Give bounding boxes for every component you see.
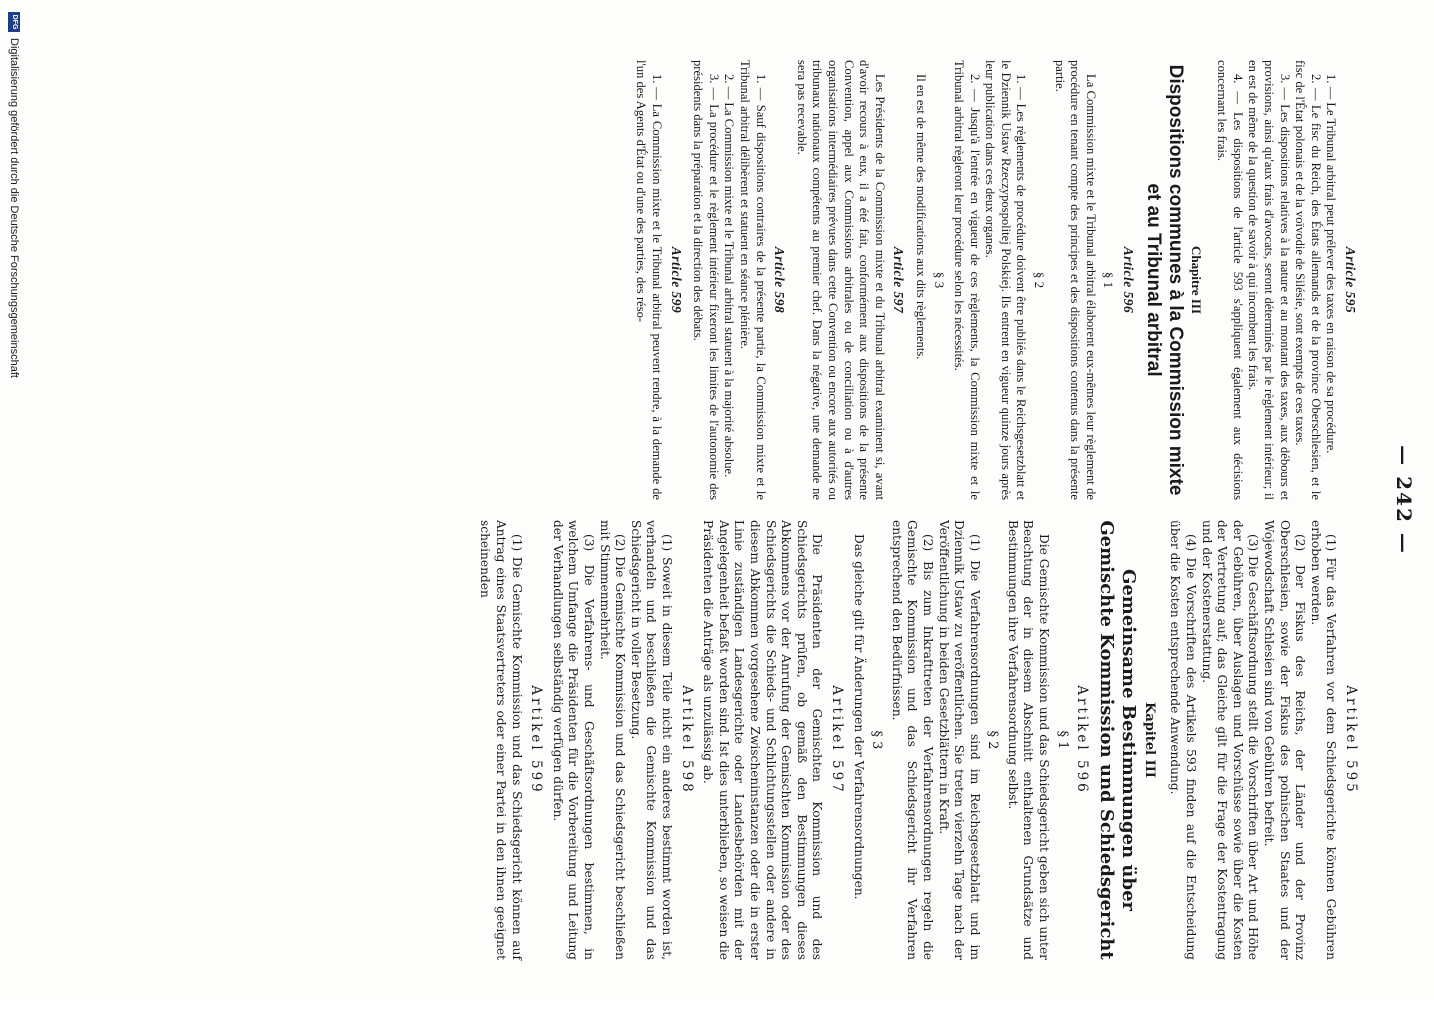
section-mark: § 1 (1054, 730, 1070, 750)
paragraph: 4. — Les dispositions de l'article 593 s'appliquent également aux décisions concernant les frais. (1215, 60, 1245, 500)
article-heading: Artikel 599 (528, 685, 545, 795)
paragraph: 1. — Les règlements de procédure doivent être publiés dans le Reichsgesetzblatt et le Dziennik Ustaw Rzeczypospolitej Polskiej. Ils entrent en vigueur quinze jours après leur publication dans ces deux organes. (983, 60, 1029, 500)
paragraph: (2) Der Fiskus des Reichs, der Länder und der Provinz Oberschlesien, sowie der Fiskus des polnischen Staates und der Wojewodschaft Schlesien sind von Gebühren befreit. (1262, 520, 1308, 960)
paragraph: (1) Für das Verfahren vor dem Schiedsgerichte können Gebühren erhoben werden. (1308, 520, 1339, 960)
footer (8, 0, 20, 1012)
footer-text: Digitalisierung gefördert durch die Deutsche Forschungsgemeinschaft (8, 38, 20, 378)
paragraph: 3. — Les dispositions relatives à la nature et au montant des taxes, aux débours et provisions, ainsi qu'aux frais d'avocats, seront déterminés par le règlement intérieur; il en est de même de la question de savoir à qui incombent les frais. (1246, 60, 1292, 500)
paragraph: 1. — La Commission mixte et le Tribunal arbitral peuvent rendre, à la demande de l'un des Agents d'État ou d'une des parties, des réso- (634, 60, 665, 500)
article-heading: Article 596 (1121, 246, 1137, 314)
paragraph: (1) Die Gemischte Kommission und das Schiedsgericht können auf Antrag eines Staatsvertreters oder einer Partei in den ihnen geeignet scheinenden (478, 520, 524, 960)
article-heading: Article 598 (772, 246, 788, 314)
paragraph: Die Gemischte Kommission und das Schiedsgericht geben sich unter Beachtung der in diesem Abschnitt enthaltenen Grundsätze und Bestimmungen ihre Verfahrensordnung selbst. (1005, 520, 1052, 960)
paragraph: Das gleiche gilt für Änderungen der Verfahrensordnungen. (851, 534, 866, 900)
chapter-title: Gemeinsame Bestimmungen über Gemischte Kommission und Schiedsgericht (1096, 520, 1140, 960)
paragraph: (2) Die Gemischte Kommission und das Schiedsgericht beschließen mit Stimmenmehrheit. (597, 520, 628, 960)
paragraph: (3) Die Geschäftsordnung stellt die Vorschriften über Art und Höhe der Gebühren, über Auslagen und Vorschüsse sowie über die Kosten der Vertretung auf; das Gleiche gilt für die Frage der Kostentragung und der Kostenerstattung. (1199, 520, 1261, 960)
paragraph: La Commission mixte et le Tribunal arbitral élaborent eux-mêmes leur règlement de procédure en tenant compte des principes et des dispositions contenus dans la présente partie. (1052, 60, 1098, 500)
article-heading: Artikel 596 (1074, 685, 1091, 795)
page-number: — 242 — (1392, 445, 1416, 555)
section-mark: § 3 (869, 730, 885, 750)
section-mark: § 3 (931, 271, 947, 289)
article-heading: Article 599 (668, 246, 684, 314)
article-heading: Artikel 597 (828, 685, 845, 795)
paragraph: 1. — Sauf dispositions contraires de la présente partie, la Commission mixte et le Tribunal arbitral délibèrent et statuent en séance plénière. (738, 60, 768, 500)
paragraph: (4) Die Vorschriften des Artikels 593 finden auf die Entscheidung über die Kosten entsprechende Anwendung. (1168, 520, 1199, 960)
german-column (477, 520, 1364, 960)
paragraph: (1) Die Verfahrensordnungen sind im Reichsgesetzblatt und im Dziennik Ustaw zu veröffentlichen. Sie treten vierzehn Tage nach der Veröffentlichung in beiden Gesetzblättern in Kraft. (936, 520, 982, 960)
chapter-title: Dispositions communes à la Commission mixte et au Tribunal arbitral (1143, 64, 1187, 496)
french-column (633, 60, 1364, 500)
paragraph: Les Présidents de la Commission mixte et du Tribunal arbitral examinent si, avant d'avoir recours à eux, il a été fait, conformément aux dispositions de la présente Convention, appel aux Commissions arbitrales ou de conciliation ou à d'autres organisations intermédiaires prévues dans cette Convention ou encore aux autorités ou tribunaux nationaux compétents au premier chef. Dans la négative, une demande ne sera pas recevable. (794, 60, 887, 500)
paragraph: 3. — La procédure et le règlement intérieur fixeront les limites de l'autonomie des présidents dans la préparation et la direction des débats. (691, 60, 721, 500)
section-mark: § 2 (1032, 271, 1048, 289)
article-heading: Artikel 595 (1343, 685, 1359, 795)
paragraph: 2. — Le fisc du Reich, des États allemands et de la province Oberschlesien, et le fisc de l'État polonais et de la voïvodie de Silésie, sont exempts de ces taxes. (1293, 60, 1323, 500)
paragraph: (3) Die Verfahrens- und Geschäftsordnungen bestimmen, in welchem Umfange die Präsidenten für die Vorbereitung und Leitung der Verhandlungen selbständig verfügen dürfen. (550, 520, 597, 960)
article-heading: Article 595 (1343, 246, 1358, 314)
article-heading: Artikel 598 (678, 685, 695, 795)
section-mark: § 1 (1101, 271, 1117, 289)
paragraph: 2. — Jusqu'à l'entrée en vigueur de ces règlements, la Commission mixte et le Tribunal arbitral règleront leur procédure selon les nécessités. (952, 60, 982, 500)
paragraph: Il en est de même des modifications aux dits règlements. (913, 74, 928, 360)
article-heading: Article 597 (891, 246, 907, 314)
paragraph: 2. — La Commission mixte et le Tribunal arbitral statuent à la majorité absolue. (722, 74, 737, 478)
chapter-heading: Kapitel III (1141, 702, 1157, 778)
chapter-heading: Chapitre III (1188, 245, 1204, 315)
section-mark: § 2 (985, 730, 1001, 750)
dfg-logo-icon: DFG (8, 12, 20, 32)
paragraph: 1. — Le Tribunal arbitral peut prélever des taxes en raison de sa procédure. (1324, 74, 1339, 454)
paragraph: (2) Bis zum Inkrafttreten der Verfahrensordnungen regeln die Gemischte Kommission und das Schiedsgericht ihr Verfahren entsprechend den Bedürfnissen. (889, 520, 935, 960)
paragraph: Die Präsidenten der Gemischten Kommission und des Schiedsgerichts prüfen, ob gemäß den Bestimmungen dieses Abkommens vor der Anrufung der Gemischten Kommission oder des Schiedsgerichts die Schieds- und Schlichtungsstellen oder andere in diesem Abkommen vorgesehene Zwischeninstanzen oder die in erster Linie zuständigen Landesgerichte oder Landesbehörden mit der Angelegenheit befaßt worden sind. Ist dies unterblieben, so weisen die Präsidenten die Anträge als unzulässig ab. (701, 520, 825, 961)
paragraph: (1) Soweit in diesem Teile nicht ein anderes bestimmt worden ist, verhandeln und beschließen die Gemischte Kommission und das Schiedsgericht in voller Besetzung. (628, 520, 675, 960)
